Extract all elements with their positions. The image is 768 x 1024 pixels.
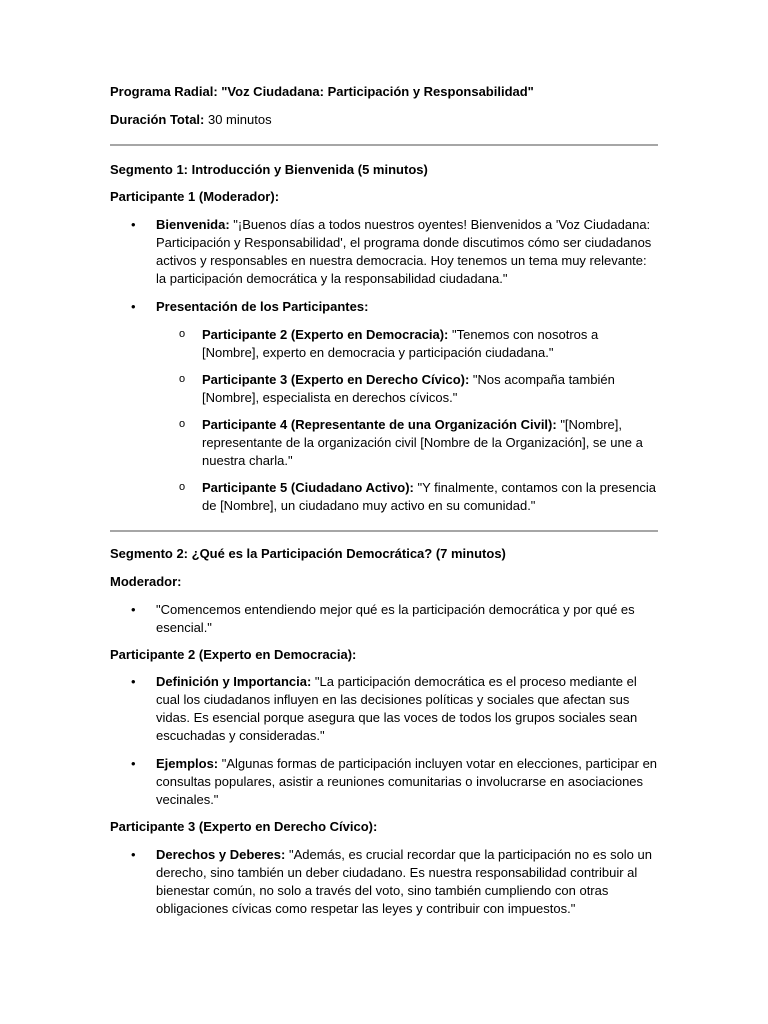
list-item xyxy=(110,846,658,918)
welcome-label: Bienvenida: xyxy=(156,217,230,232)
participant-text: "[Nombre], representante de la organización civil [Nombre de la Organización], se une a nuestra charla." xyxy=(202,417,643,468)
program-title: Programa Radial: "Voz Ciudadana: Participación y Responsabilidad" xyxy=(110,84,534,99)
participants-list xyxy=(156,326,658,515)
rights-text: "Además, es crucial recordar que la participación no es solo un derecho, sino también un deber ciudadano. Es nuestra responsabilidad contribuir al bienestar común, no solo a través del voto, sino también cumpliendo con otras obligaciones cívicas como respetar las leyes y contribuir con impuestos." xyxy=(156,847,652,916)
examples-text: "Algunas formas de participación incluyen votar en elecciones, participar en consultas populares, asistir a reuniones comunitarias o involucrarse en asociaciones vecinales." xyxy=(156,756,658,807)
participant2-list xyxy=(110,673,658,809)
list-item xyxy=(156,479,658,515)
participant-text: "Y finalmente, contamos con la presencia de [Nombre], un ciudadano muy activo en su comunidad." xyxy=(202,480,657,513)
segment2-title: Segmento 2: ¿Qué es la Participación Democrática? (7 minutos) xyxy=(110,546,506,561)
participant-label: Participante 5 (Ciudadano Activo): xyxy=(202,480,414,495)
list-item xyxy=(110,755,658,809)
participant-text: "Tenemos con nosotros a [Nombre], experto en democracia y participación ciudadana." xyxy=(202,327,599,360)
participant-text: "Nos acompaña también [Nombre], especialista en derechos cívicos." xyxy=(202,372,615,405)
duration-line xyxy=(110,111,658,129)
definition-label: Definición y Importancia: xyxy=(156,674,312,689)
moderator-label: Moderador: xyxy=(110,574,182,589)
presentation-label: Presentación de los Participantes: xyxy=(156,299,369,314)
participant-label: Participante 3 (Experto en Derecho Cívico): xyxy=(202,372,470,387)
participant-label: Participante 2 (Experto en Democracia): xyxy=(202,327,449,342)
list-item xyxy=(110,298,658,515)
document-body xyxy=(110,83,658,918)
list-item xyxy=(110,673,658,745)
segment1-title: Segmento 1: Introducción y Bienvenida (5 minutos) xyxy=(110,162,428,177)
segment1-list xyxy=(110,216,658,515)
welcome-text: "¡Buenos días a todos nuestros oyentes! Bienvenidos a 'Voz Ciudadana: Participación y Responsabilidad', el programa donde discutimos cómo ser ciudadanos activos y responsables en nuestra democracia. Hoy tenemos un tema muy relevante: la participación democrática y la responsabilidad ciudadana." xyxy=(156,217,652,286)
duration-value: 30 minutos xyxy=(204,112,272,127)
participant3-label: Participante 3 (Experto en Derecho Cívico): xyxy=(110,819,378,834)
participant3-list xyxy=(110,846,658,918)
participant-label: Participante 4 (Representante de una Organización Civil): xyxy=(202,417,557,432)
section-divider xyxy=(110,530,658,532)
section-divider xyxy=(110,144,658,146)
examples-label: Ejemplos: xyxy=(156,756,219,771)
definition-text: "La participación democrática es el proceso mediante el cual los ciudadanos influyen en las decisiones políticas y sociales que afectan sus vidas. Es esencial porque asegura que las voces de todos los grupos sociales sean escuchadas y consideradas." xyxy=(156,674,638,743)
segment1-speaker: Participante 1 (Moderador): xyxy=(110,189,280,204)
rights-label: Derechos y Deberes: xyxy=(156,847,286,862)
duration-label: Duración Total: xyxy=(110,112,205,127)
list-item xyxy=(156,371,658,407)
list-item xyxy=(110,216,658,288)
list-item: • "Comencemos entendiendo mejor qué es la participación democrática y por qué es esencial." xyxy=(110,601,658,637)
list-item xyxy=(156,326,658,362)
moderator-list xyxy=(110,601,658,637)
list-item xyxy=(156,416,658,470)
participant2-label: Participante 2 (Experto en Democracia): xyxy=(110,647,357,662)
